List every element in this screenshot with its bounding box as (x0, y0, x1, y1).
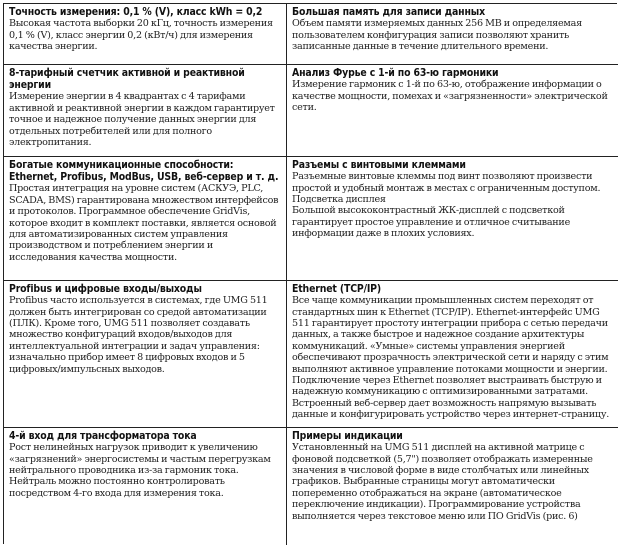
feature-subtitle: Подсветка дисплея (292, 194, 386, 206)
feature-title: Большая память для записи данных (292, 6, 485, 18)
feature-title: Profibus и цифровые входы/выходы (9, 283, 202, 295)
feature-cell-display-examples (287, 428, 618, 545)
feature-title: Анализ Фурье с 1-й по 63-ю гармоники (292, 67, 499, 79)
feature-title: Разъемы с винтовыми клеммами (292, 159, 466, 171)
feature-text: Profibus часто используется в системах, где UMG 511 должен быть интегрирован со средой автоматизации (ПЛК). Кроме того, UMG 511 позволяет создавать множество конфигураций входов/выходов для интеллектуальной интеграции и задач управления: изначально прибор имеет 8 цифровых входов и 5 цифровых/импульсных выходов. (9, 295, 268, 375)
feature-cell-fourier (287, 65, 618, 157)
feature-title: Богатые коммуникационные способности: Ethernet, Profibus, ModBus, USB, веб-сервер и т. д. (9, 159, 279, 184)
feature-text: Высокая частота выборки 20 кГц, точность измерения 0,1 % (V), класс энергии 0,2 (кВт/ч) для измерения качества энергии. (9, 18, 273, 53)
feature-title: Примеры индикации (292, 430, 403, 442)
feature-cell-terminals-backlight (287, 157, 618, 281)
feature-text: Объем памяти измеряемых данных 256 MB и определяемая пользователем конфигурация записи позволяют хранить записанные данные в течение длительного времени. (292, 18, 582, 53)
feature-title: Точность измерения: 0,1 % (V), класс kWh = 0,2 (9, 6, 263, 18)
feature-title: Ethernet (TCP/IP) (292, 283, 382, 295)
feature-text: Измерение энергии в 4 квадрантах с 4 тарифами активной и реактивной энергии в каждом гарантирует точное и надежное получение данных энергии для отдельных потребителей или для полного электропитания. (9, 91, 275, 149)
feature-cell-current-input (4, 428, 287, 545)
feature-cell-accuracy (4, 4, 287, 65)
feature-cell-communication (4, 157, 287, 281)
feature-title: 8-тарифный счетчик активной и реактивной энергии (9, 67, 245, 92)
feature-table (3, 3, 617, 544)
feature-cell-ethernet (287, 281, 618, 428)
feature-text: Большой высококонтрастный ЖК-дисплей с подсветкой гарантирует простое управление и отличное считывание информации даже в плохих условиях. (292, 205, 571, 240)
feature-text: Рост нелинейных нагрузок приводит к увеличению «загрязнений» энергосистемы и частым перегрузкам нейтрального проводника из-за гармоник тока. Нейтраль можно постоянно контролировать посредством 4-го входа для измерения тока. (9, 442, 271, 499)
feature-cell-tariff-meter (4, 65, 287, 157)
feature-text: Установленный на UMG 511 дисплей на активной матрице с фоновой подсветкой (5,7") позволяет отображать измеренные значения в числовой форме в виде столбчатых или линейных графиков. Выбранные страницы могут автоматически попеременно отображаться на экране (автоматическое переключение индикации). Программирование устройства выполняется через текстовое меню или ПО GridVis (рис. 6) (292, 442, 593, 522)
feature-cell-profibus (4, 281, 287, 428)
feature-text: Все чаще коммуникации промышленных систем переходят от стандартных шин к Ethernet (TCP/IP). Ethernet-интерфейс UMG 511 гарантирует простоту интеграции прибора с сетью передачи данных, а также быстрое и надежное создание архитектуры коммуникаций. «Умные» системы управления энергией обеспечивают прозрачность электрической сети и наряду с этим выполняют активное управление потоками мощности и энергии. Подключение через Ethernet позволяет выстраивать быструю и надежную коммуникацию с оптимизированными затратами. Встроенный веб-сервер дает возможность напрямую вызывать данные и конфигурировать устройство через интернет-страницу. (292, 295, 610, 421)
feature-text: Измерение гармоник с 1-й по 63-ю, отображение информации о качестве мощности, помехах и «загрязненности» электрической сети. (292, 79, 608, 114)
feature-title: 4-й вход для трансформатора тока (9, 430, 197, 442)
feature-cell-memory (287, 4, 618, 65)
feature-text: Простая интеграция на уровне систем (АСКУЭ, PLC, SCADA, BMS) гарантирована множеством интерфейсов и протоколов. Программное обеспечение GridVis, которое входит в комплект поставки, является основой для автоматизированных систем управления производством и потреблением энергии и исследования качества мощности. (9, 183, 279, 263)
feature-text: Разъемные винтовые клеммы под винт позволяют произвести простой и удобный монтаж в местах с ограниченным доступом. (292, 171, 601, 194)
